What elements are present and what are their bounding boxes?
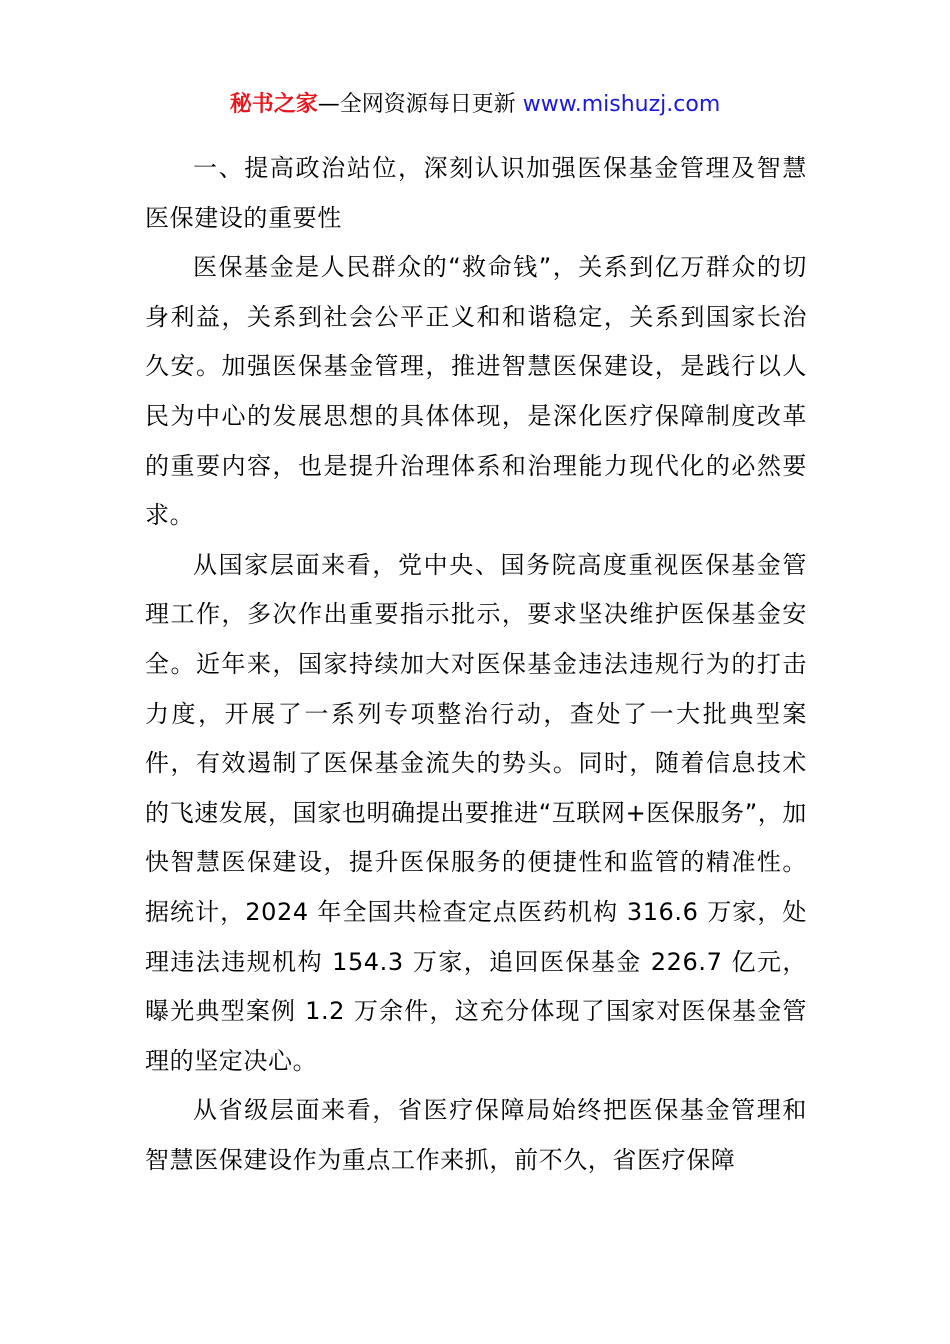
document-body (145, 144, 807, 1185)
paragraph-3: 从省级层面来看，省医疗保障局始终把医保基金管理和智慧医保建设作为重点工作来抓，前不久，省医疗保障 (145, 1096, 807, 1174)
section-heading: 一、提高政治站位，深刻认识加强医保基金管理及智慧医保建设的重要性 (145, 154, 807, 232)
paragraph-2: 从国家层面来看，党中央、国务院高度重视医保基金管理工作，多次作出重要指示批示，要求坚决维护医保基金安全。近年来，国家持续加大对医保基金违法违规行为的打击力度，开展了一系列专项整治行动，查处了一大批典型案件，有效遏制了医保基金流失的势头。同时，随着信息技术的飞速发展，国家也明确提出要推进“互联网+医保服务”，加快智慧医保建设，提升医保服务的便捷性和监管的精准性。据统计，2024 年全国共检查定点医药机构 316.6 万家，处理违法违规机构 154.3 万家，追回医保基金 226.7 亿元，曝光典型案例 1.2 万余件，这充分体现了国家对医保基金管理的坚定决心。 (145, 550, 807, 1075)
paragraph-1: 医保基金是人民群众的“救命钱”，关系到亿万群众的切身利益，关系到社会公平正义和和谐稳定，关系到国家长治久安。加强医保基金管理，推进智慧医保建设，是践行以人民为中心的发展思想的具体体现，是深化医疗保障制度改革的重要内容，也是提升治理体系和治理能力现代化的必然要求。 (145, 253, 807, 530)
brand-name: 秘书之家 (229, 92, 318, 117)
site-url-link[interactable]: www.mishuzj.com (522, 92, 721, 117)
page-header (0, 88, 950, 122)
header-tagline: —全网资源每日更新 (317, 92, 523, 117)
